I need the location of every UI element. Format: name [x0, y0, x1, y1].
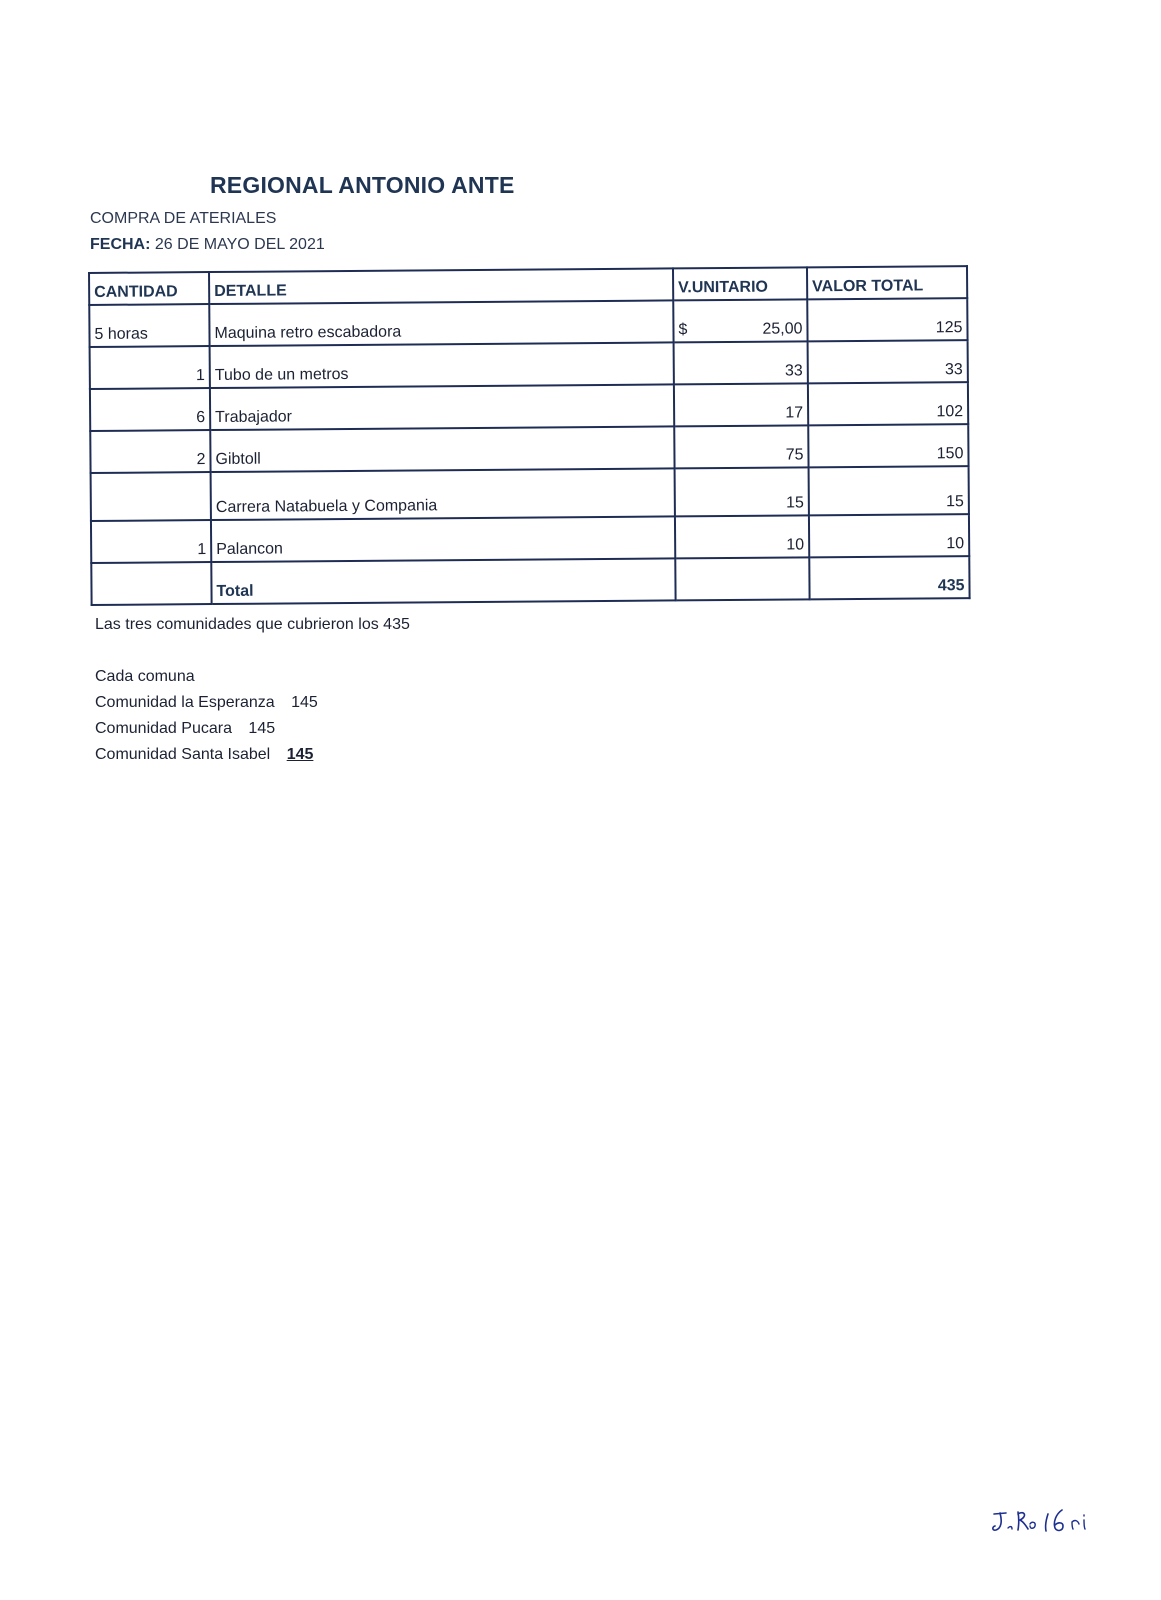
cell-unitario: 15: [675, 467, 809, 516]
cell-detalle: Gibtoll: [210, 426, 674, 472]
date-value: 26 DE MAYO DEL 2021: [154, 236, 325, 253]
cell-cantidad: 6: [90, 388, 210, 431]
table-row: [91, 466, 969, 521]
purchase-table: [88, 265, 971, 606]
cell-total: 102: [808, 382, 968, 425]
cell-detalle: Tubo de un metros: [210, 342, 674, 388]
cell-total: 125: [807, 298, 967, 341]
cell-empty: [91, 562, 211, 605]
header-unitario: V.UNITARIO: [673, 267, 807, 300]
community-line: [95, 742, 410, 768]
table-total-row: [91, 556, 969, 605]
community-amount: 145: [248, 720, 276, 737]
cell-cantidad: 2: [90, 430, 210, 473]
total-value: 435: [809, 556, 969, 599]
cell-total: 150: [808, 424, 968, 467]
cell-unitario: [673, 299, 807, 342]
cell-unitario: 75: [674, 425, 808, 468]
cell-cantidad: 1: [90, 346, 210, 389]
cell-detalle: Trabajador: [210, 384, 674, 430]
table-row: [90, 424, 968, 473]
cell-cantidad: 5 horas: [89, 304, 209, 347]
table-row: [90, 340, 968, 389]
cell-total: 10: [809, 514, 969, 557]
cell-total: 33: [808, 340, 968, 383]
community-amount: 145: [286, 746, 314, 763]
cell-unitario: 17: [674, 383, 808, 426]
cell-detalle: Maquina retro escabadora: [209, 300, 673, 346]
community-line: [95, 716, 410, 742]
document-date: [90, 236, 325, 254]
cell-cantidad: 1: [91, 520, 211, 563]
community-line: [95, 690, 410, 716]
total-label: Total: [211, 558, 675, 604]
cell-detalle: Palancon: [211, 516, 675, 562]
date-label: FECHA:: [90, 236, 151, 253]
notes-section: [95, 612, 410, 768]
cell-unitario: 10: [675, 515, 809, 558]
document-title: REGIONAL ANTONIO ANTE: [210, 172, 515, 198]
spacer: [95, 638, 410, 664]
table-row: [91, 514, 969, 563]
cell-cantidad: [91, 472, 211, 521]
cell-empty: [675, 557, 809, 600]
header-cantidad: CANTIDAD: [89, 272, 209, 305]
cell-unitario: 33: [674, 341, 808, 384]
currency-symbol: $: [678, 321, 688, 339]
community-name: Comunidad Santa Isabel: [95, 746, 271, 763]
header-valor-total: VALOR TOTAL: [807, 266, 967, 299]
table-row: [90, 382, 968, 431]
notes-subheading: Cada comuna: [95, 668, 195, 685]
header-detalle: DETALLE: [209, 268, 673, 304]
notes-summary: Las tres comunidades que cubrieron los 435: [95, 616, 410, 633]
community-amount: 145: [291, 694, 318, 711]
handwritten-signature: [990, 1500, 1100, 1540]
cell-total: 15: [809, 466, 969, 515]
cell-detalle: Carrera Natabuela y Compania: [211, 468, 675, 520]
document-subtitle: COMPRA DE ATERIALES: [90, 210, 277, 227]
community-name: Comunidad la Esperanza: [95, 694, 275, 711]
table-row: [89, 298, 967, 347]
community-name: Comunidad Pucara: [95, 720, 232, 737]
unit-value: 25,00: [762, 320, 803, 338]
